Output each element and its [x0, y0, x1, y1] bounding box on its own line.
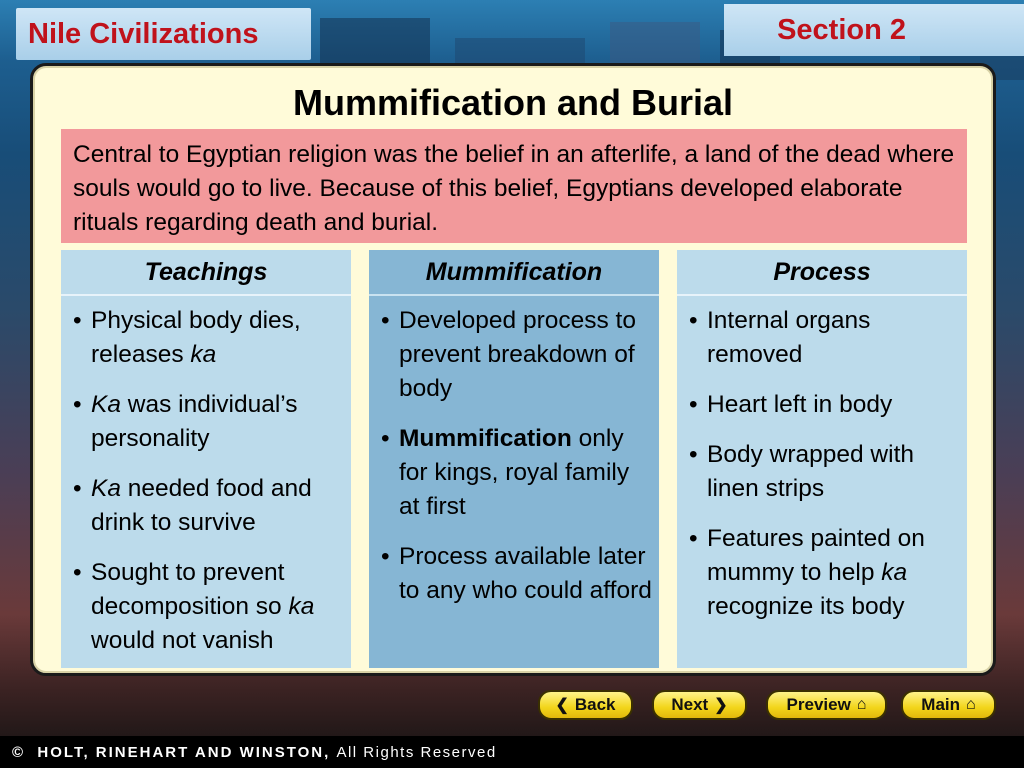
home-icon: ⌂	[966, 696, 976, 713]
copyright-footer	[0, 736, 1024, 768]
list-item: • Mummification only for kings, royal family at first	[379, 422, 653, 524]
column-heading: Mummification	[369, 250, 659, 296]
slide-title: Mummification and Burial	[292, 82, 734, 123]
publisher-name: HOLT, RINEHART AND WINSTON,	[37, 743, 331, 761]
column-heading: Process	[677, 250, 967, 296]
bullet-list	[677, 296, 967, 624]
chevron-left-icon: ❮	[555, 697, 569, 714]
list-item: • Internal organs removed	[687, 304, 961, 372]
section-banner	[724, 4, 1024, 56]
course-title-banner	[16, 8, 311, 60]
preview-button[interactable]: Preview ⌂	[766, 690, 887, 720]
list-item: • Developed process to prevent breakdown of body	[379, 304, 653, 406]
main-button[interactable]: Main ⌂	[901, 690, 996, 720]
course-title: Nile Civilizations	[28, 17, 259, 50]
bullet-list	[369, 296, 659, 608]
list-item: • Heart left in body	[687, 388, 961, 422]
copyright-icon: ©	[12, 743, 26, 761]
column-teachings	[61, 250, 351, 668]
list-item: • Body wrapped with linen strips	[687, 438, 961, 506]
list-item: • Features painted on mummy to help ka recognize its body	[687, 522, 961, 624]
intro-box: Central to Egyptian religion was the belief in an afterlife, a land of the dead where souls would go to live. Because of this belief, Egyptians developed elaborate rituals regarding death and burial.	[61, 129, 967, 243]
chevron-right-icon: ❯	[714, 697, 728, 714]
list-item: • Sought to prevent decomposition so ka would not vanish	[71, 556, 345, 658]
next-button[interactable]: Next ❯	[652, 690, 747, 720]
bullet-list	[61, 296, 351, 658]
list-item: • Ka was individual’s personality	[71, 388, 345, 456]
list-item: • Physical body dies, releases ka	[71, 304, 345, 372]
slide-panel	[30, 63, 996, 676]
column-process	[677, 250, 967, 668]
list-item: • Process available later to any who could afford	[379, 540, 653, 608]
back-button[interactable]: ❮ Back	[538, 690, 633, 720]
rights-text: All Rights Reserved	[336, 743, 497, 761]
column-mummification	[369, 250, 659, 668]
column-heading: Teachings	[61, 250, 351, 296]
home-icon: ⌂	[856, 696, 867, 713]
list-item: • Ka needed food and drink to survive	[71, 472, 345, 540]
section-label: Section 2	[777, 13, 906, 46]
